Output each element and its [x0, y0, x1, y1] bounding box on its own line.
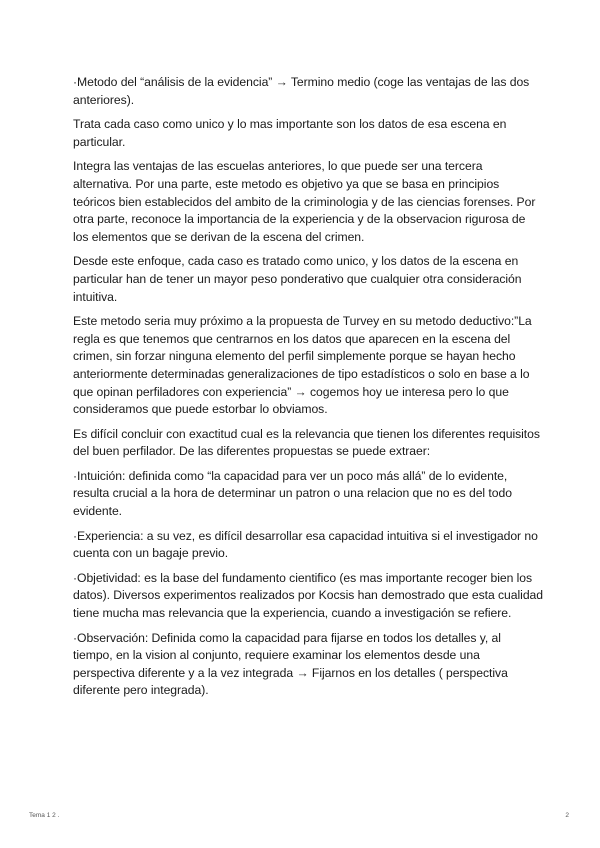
- paragraph-integra-ventajas: Integra las ventajas de las escuelas anteriores, lo que puede ser una tercera alternativa. Por una parte, este metodo es objetivo ya que se basa en principios teóricos bien establecidos del ambito de la criminologia y de las ciencias forenses. Por otra parte, reconoce la importancia de la experiencia y de la observacion rigurosa de los elementos que se derivan de la escena del crimen.: [73, 159, 536, 244]
- paragraph-experiencia: ·Experiencia: a su vez, es difícil desarrollar esa capacidad intuitiva si el investigador no cuenta con un bagaje previo.: [73, 528, 538, 561]
- footer-section-label: Tema 1 2 .: [29, 812, 60, 819]
- paragraph-caso-unico: Trata cada caso como unico y lo mas importante son los datos de esa escena en particular.: [73, 117, 507, 149]
- paragraph-observacion: ·Observación: Definida como la capacidad para fijarse en todos los detalles y, al tiempo, en la vision al conjunto, requiere examinar los elementos desde una perspectiva diferente y a la vez integrada → Fijarnos en los detalles ( perspectiva diferente pero integrada).: [73, 630, 508, 698]
- paragraph-enfoque: Desde este enfoque, cada caso es tratado como unico, y los datos de la escena en particular han de tener un mayor peso ponderativo que cualquier otra consideración intuitiva.: [73, 254, 522, 304]
- paragraph-objetividad: ·Objetividad: es la base del fundamento cientifico (es mas importante recoger bien los datos). Diversos experimentos realizados por Kocsis han demostrado que esta cualidad tiene mucha mas relevancia que la experiencia, cuando a investigación se refiere.: [73, 570, 544, 621]
- document-body: [73, 74, 543, 707]
- paragraph-turvey: Este metodo seria muy próximo a la propuesta de Turvey en su metodo deductivo:”La regla es que tenemos que centrarnos en los datos que aparecen en la escena del crimen, sin forzar ninguna elemento del perfil simplemente porque se hayan hecho anteriormente determinadas generalizaciones de tipo estadísticos o solo en base a lo que opinan perfiladores con experiencia” → cogemos hoy ue interesa pero lo que consideramos que puede estorbar lo obviamos.: [73, 314, 532, 417]
- page-number: 2: [565, 812, 569, 819]
- paragraph-metodo-analisis: ·Metodo del “análisis de la evidencia” → Termino medio (coge las ventajas de las dos anteriores).: [73, 75, 530, 107]
- paragraph-intuicion: ·Intuición: definida como “la capacidad para ver un poco más allá” de lo evidente, resulta crucial a la hora de determinar un patron o una relacion que no es del todo evidente.: [73, 468, 512, 519]
- paragraph-requisitos: Es difícil concluir con exactitud cual es la relevancia que tienen los diferentes requisitos del buen perfilador. De las diferentes propuestas se puede extraer:: [73, 426, 540, 459]
